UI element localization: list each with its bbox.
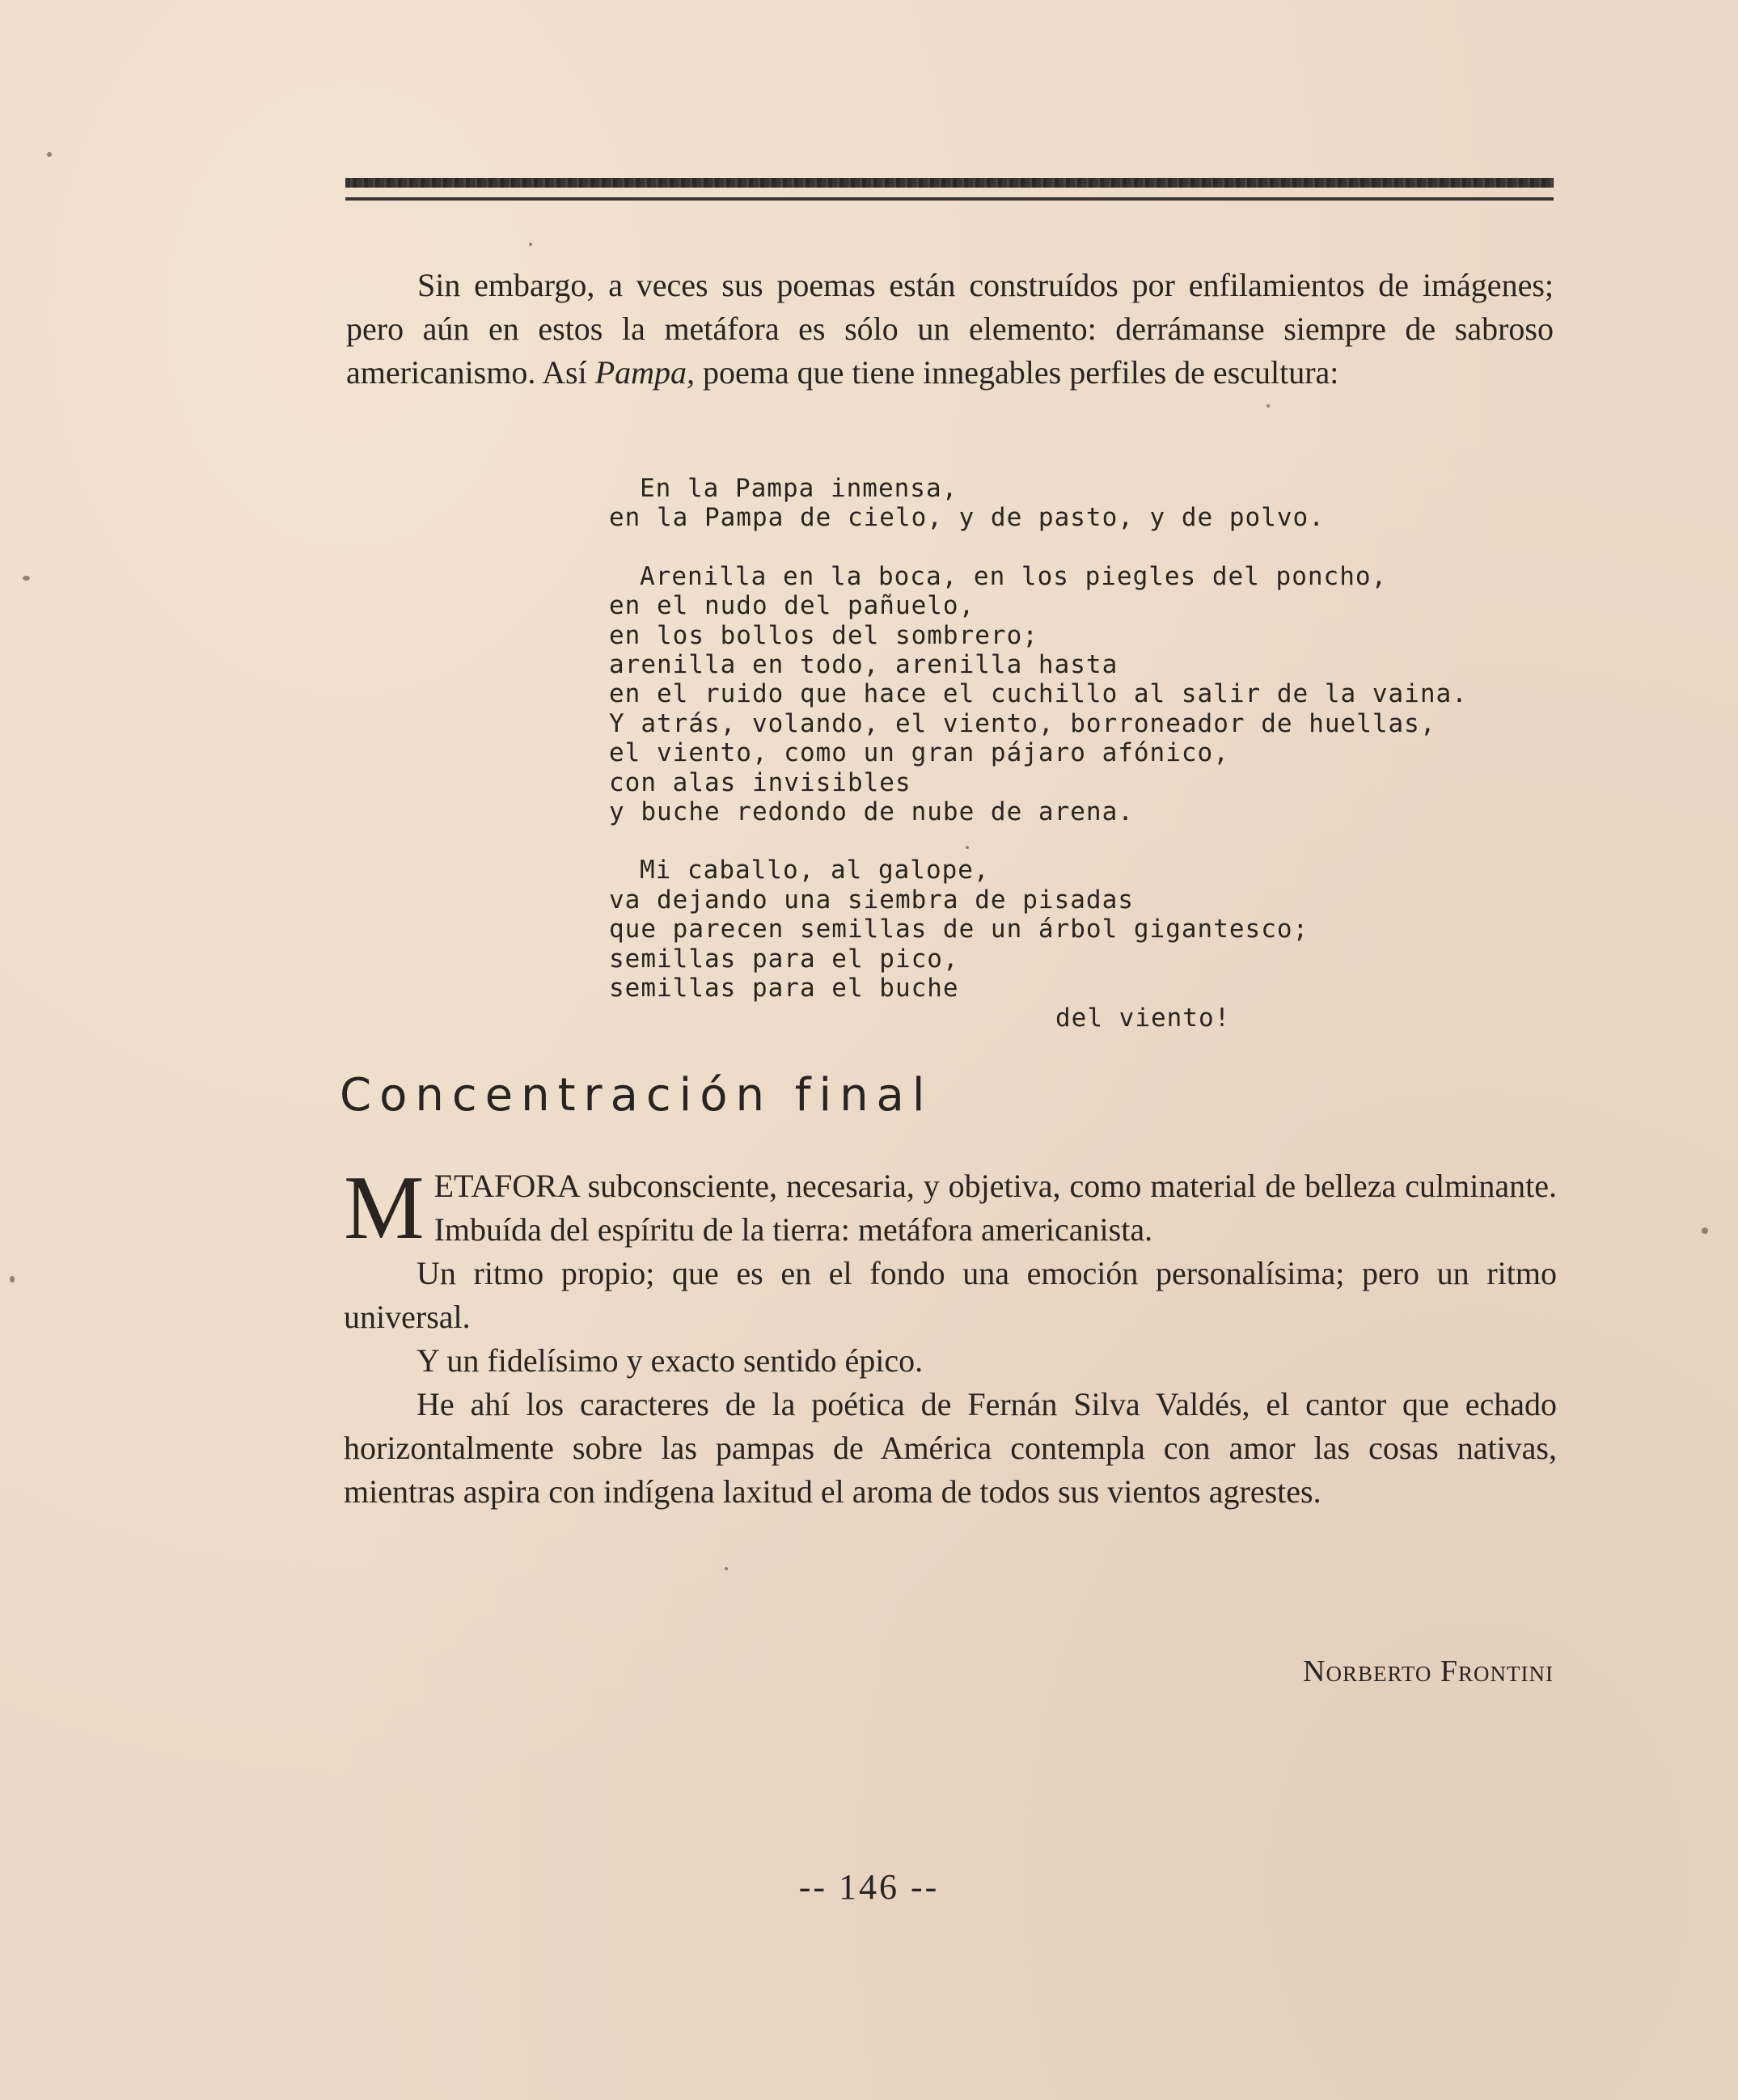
section-heading: Concentración final [340, 1069, 933, 1122]
poem-stanza-1 [609, 474, 1418, 533]
poem-line: en el nudo del pañuelo, [609, 591, 975, 621]
conclusion-text [344, 1158, 1557, 1514]
paper-speck [47, 152, 52, 157]
poem-line: con alas invisibles [609, 767, 911, 797]
page-number: -- 146 -- [798, 1867, 940, 1907]
conclusion-paragraph-3: Y un fidelísimo y exacto sentido épico. [417, 1342, 924, 1379]
paper-speck [23, 576, 30, 581]
poem-line: va dejando una siembra de pisadas [609, 885, 1134, 915]
poem-line: semillas para el buche [609, 974, 959, 1004]
conclusion-paragraph-2: Un ritmo propio; que es en el fondo una emoción personalísima; pero un ritmo universal. [344, 1255, 1557, 1335]
header-ornamental-rule [345, 178, 1554, 205]
poem-line: en el ruido que hace el cuchillo al salir de la vaina. [609, 679, 1468, 709]
intro-text-part1: Sin embargo, a veces sus poemas están construídos por enfilamientos de imágenes; pero aún en estos la metáfora es sólo un elemento: derrámanse siempre de sabroso americanismo. Así [346, 267, 1554, 391]
conclusion-paragraph-1 [344, 1158, 1557, 1258]
paper-speck [1266, 404, 1270, 408]
paper-speck [725, 1567, 728, 1570]
poem-line: En la Pampa inmensa, [640, 474, 958, 503]
paper-speck [529, 243, 532, 246]
poem-line-final: del viento! [1055, 1003, 1231, 1033]
poem-line: arenilla en todo, arenilla hasta [609, 650, 1118, 680]
poem-line: y buche redondo de nube de arena. [609, 797, 1134, 827]
poem-line: que parecen semillas de un árbol gigantesco; [609, 915, 1309, 944]
paper-speck [1702, 1227, 1708, 1234]
poem-stanza-2 [609, 561, 1468, 827]
poem-line: el viento, como un gran pájaro afónico, [609, 738, 1229, 768]
intro-paragraph [346, 264, 1554, 395]
poem-line: en los bollos del sombrero; [609, 620, 1038, 650]
poem-quotation [609, 474, 1468, 1062]
conclusion-paragraph-1-text: ETAFORA subconsciente, necesaria, y objetiva, como material de belleza culminante. Imbuída del espíritu de la tierra: metáfora americanista. [433, 1168, 1557, 1248]
intro-text [346, 264, 1554, 395]
header-rule-thin-line [345, 197, 1554, 201]
conclusion-paragraph-4: He ahí los caracteres de la poética de Fernán Silva Valdés, el cantor que echado horizontalmente sobre las pampas de América contempla con amor las cosas nativas, mientras aspira con indígena laxitud el aroma de todos sus vientos agrestes. [344, 1386, 1557, 1510]
paper-speck [10, 1276, 15, 1282]
poem-line: Y atrás, volando, el viento, borroneador de huellas, [609, 708, 1436, 738]
intro-text-part2: poema que tiene innegables perfiles de escultura: [695, 354, 1339, 391]
author-signature: Norberto Frontini [1303, 1654, 1554, 1688]
poem-stanza-3 [609, 856, 1418, 1032]
intro-poem-title: Pampa, [594, 354, 696, 391]
header-rule-thick-bar [345, 178, 1554, 188]
poem-line: Arenilla en la boca, en los piegles del poncho, [640, 561, 1388, 591]
paper-speck [966, 846, 969, 849]
poem-line: en la Pampa de cielo, y de pasto, y de polvo. [609, 503, 1325, 533]
drop-cap-letter: M [344, 1158, 425, 1258]
poem-line: semillas para el pico, [609, 944, 959, 974]
poem-line: Mi caballo, al galope, [640, 856, 990, 885]
